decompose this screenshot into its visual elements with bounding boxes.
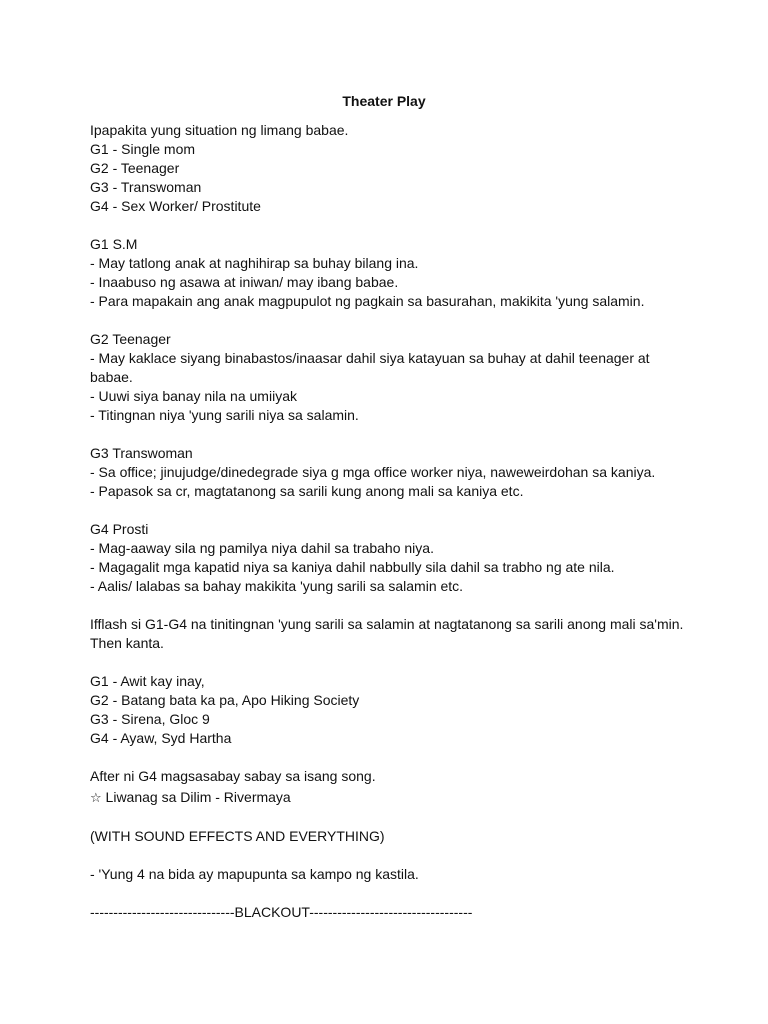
section-line: - May tatlong anak at naghihirap sa buhay bilang ina. [90, 255, 419, 271]
section-heading: G2 Teenager [90, 331, 171, 347]
section-line: - Papasok sa cr, magtatanong sa sarili kung anong mali sa kaniya etc. [90, 483, 524, 499]
flash-line: Ifflash si G1-G4 na tinitingnan 'yung sarili sa salamin at nagtatanong sa sarili anong mali sa'min. [90, 616, 684, 632]
group-item: G4 - Sex Worker/ Prostitute [90, 198, 261, 214]
effects-note: (WITH SOUND EFFECTS AND EVERYTHING) [90, 828, 385, 844]
section-line: - Aalis/ lalabas sa bahay makikita 'yung sarili sa salamin etc. [90, 578, 464, 594]
spacer [90, 425, 690, 444]
spacer [90, 653, 690, 672]
star-icon: ☆ [90, 791, 102, 806]
spacer [90, 311, 690, 330]
section-heading: G3 Transwoman [90, 445, 193, 461]
group-item: G3 - Transwoman [90, 179, 202, 195]
spacer [90, 884, 690, 903]
section-line: - Sa office; jinujudge/dinedegrade siya g mga office worker niya, naweweirdohan sa kaniya. [90, 464, 656, 480]
group-item: G1 - Single mom [90, 141, 196, 157]
blackout-line: -------------------------------BLACKOUT----------------------------------- [90, 904, 473, 920]
spacer [90, 846, 690, 865]
section-line: - Para mapakain ang anak magpupulot ng pagkain sa basurahan, makikita 'yung salamin. [90, 293, 645, 309]
flash-line: Then kanta. [90, 635, 164, 651]
intro-text: Ipapakita yung situation ng limang babae. [90, 122, 349, 138]
spacer [90, 216, 690, 235]
spacer [90, 808, 690, 827]
song-item: G4 - Ayaw, Syd Hartha [90, 730, 232, 746]
section-heading: G4 Prosti [90, 521, 149, 537]
section-line: - Magagalit mga kapatid niya sa kaniya dahil nabbully sila dahil sa trabho ng ate nila. [90, 559, 615, 575]
section-line: - May kaklace siyang binabastos/inaasar dahil siya katayuan sa buhay at dahil teenager at [90, 350, 650, 366]
ending-line: - 'Yung 4 na bida ay mapupunta sa kampo ng kastila. [90, 866, 419, 882]
song-item: G1 - Awit kay inay, [90, 673, 205, 689]
spacer [90, 596, 690, 615]
section-line: - Titingnan niya 'yung sarili niya sa salamin. [90, 407, 359, 423]
group-item: G2 - Teenager [90, 160, 180, 176]
spacer [90, 501, 690, 520]
song-item: G3 - Sirena, Gloc 9 [90, 711, 210, 727]
document-body [90, 121, 690, 922]
section-line: - Mag-aaway sila ng pamilya niya dahil sa trabaho niya. [90, 540, 434, 556]
section-line: - Uuwi siya banay nila na umiiyak [90, 388, 297, 404]
finale-line: After ni G4 magsasabay sabay sa isang song. [90, 768, 376, 784]
section-heading: G1 S.M [90, 236, 138, 252]
spacer [90, 748, 690, 767]
section-line: - Inaabuso ng asawa at iniwan/ may ibang babae. [90, 274, 399, 290]
finale-song [90, 788, 690, 808]
finale-song-title: Liwanag sa Dilim - Rivermaya [101, 789, 291, 805]
section-line: babae. [90, 369, 133, 385]
document-title: Theater Play [342, 93, 426, 109]
song-item: G2 - Batang bata ka pa, Apo Hiking Society [90, 692, 360, 708]
